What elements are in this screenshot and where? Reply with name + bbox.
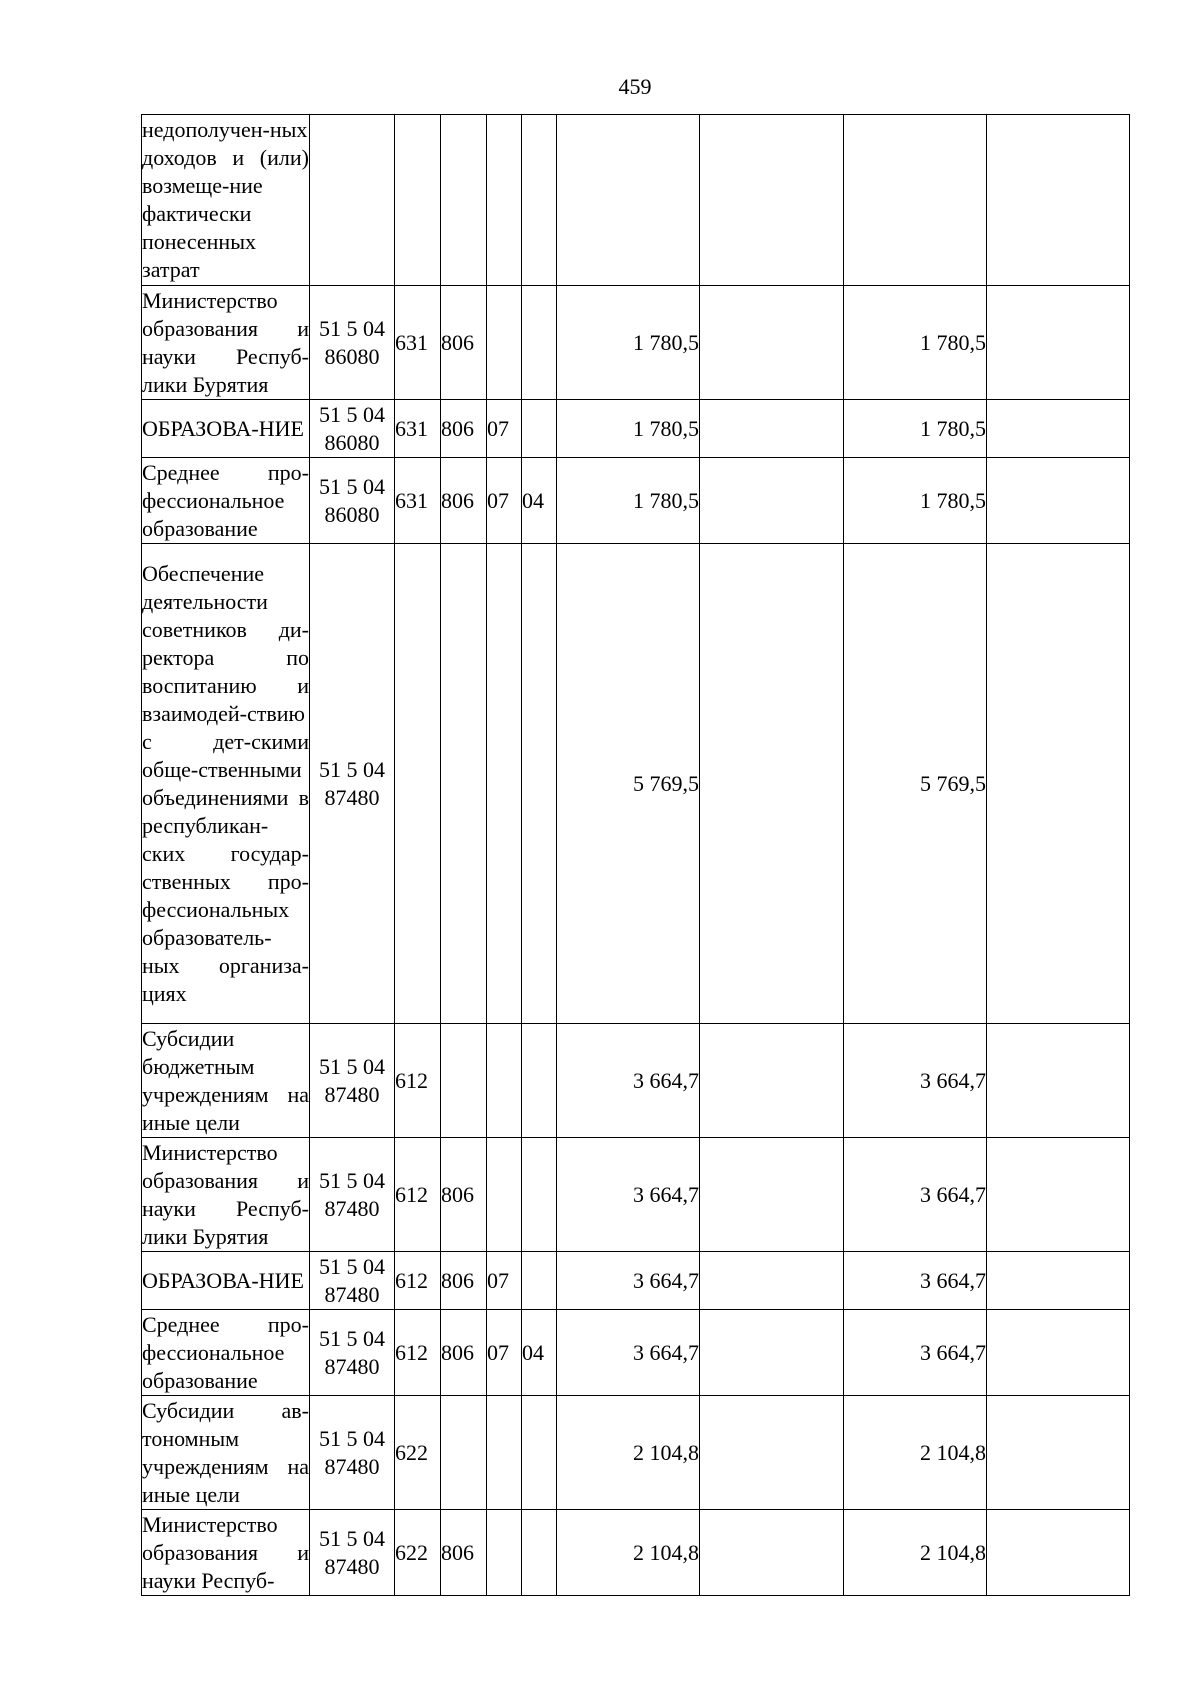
target-article-cell: 51 5 04 86080 (310, 458, 395, 544)
table-row (142, 1396, 1130, 1510)
table-row (142, 115, 1130, 286)
amount-cell: 5 769,5 (844, 544, 987, 1024)
amount-cell: 3 664,7 (844, 1024, 987, 1138)
target-article-cell: 51 5 04 86080 (310, 286, 395, 400)
subsection-cell (522, 286, 557, 400)
amount-cell (700, 400, 844, 458)
amount-cell (987, 1024, 1130, 1138)
table-row (142, 400, 1130, 458)
amount-cell (987, 286, 1130, 400)
expense-type-cell: 612 (395, 1310, 441, 1396)
section-cell: 07 (487, 458, 522, 544)
amount-cell (844, 115, 987, 286)
ministry-code-cell (441, 544, 487, 1024)
target-article-cell: 51 5 04 86080 (310, 400, 395, 458)
amount-cell: 1 780,5 (557, 400, 700, 458)
expense-type-cell: 612 (395, 1024, 441, 1138)
expense-type-cell (395, 544, 441, 1024)
subsection-cell (522, 1396, 557, 1510)
section-cell: 07 (487, 1310, 522, 1396)
target-article-cell: 51 5 04 87480 (310, 1138, 395, 1252)
section-cell (487, 115, 522, 286)
amount-cell: 1 780,5 (844, 286, 987, 400)
ministry-code-cell: 806 (441, 1310, 487, 1396)
subsection-cell (522, 400, 557, 458)
section-cell: 07 (487, 1252, 522, 1310)
amount-cell (987, 544, 1130, 1024)
table-row (142, 286, 1130, 400)
item-name-cell: ОБРАЗОВА-НИЕ (142, 400, 310, 458)
amount-cell (700, 544, 844, 1024)
amount-cell (700, 1252, 844, 1310)
amount-cell (987, 1138, 1130, 1252)
amount-cell: 2 104,8 (844, 1396, 987, 1510)
section-cell (487, 1024, 522, 1138)
target-article-cell: 51 5 04 87480 (310, 1310, 395, 1396)
subsection-cell (522, 1510, 557, 1596)
ministry-code-cell (441, 115, 487, 286)
subsection-cell: 04 (522, 458, 557, 544)
amount-cell (700, 1310, 844, 1396)
section-cell (487, 1396, 522, 1510)
section-cell: 07 (487, 400, 522, 458)
amount-cell: 3 664,7 (557, 1310, 700, 1396)
expense-type-cell (395, 115, 441, 286)
amount-cell: 3 664,7 (557, 1138, 700, 1252)
item-name-cell: Среднее про-фессиональное образование (142, 1310, 310, 1396)
target-article-cell (310, 115, 395, 286)
ministry-code-cell (441, 1024, 487, 1138)
table-row (142, 1138, 1130, 1252)
section-cell (487, 286, 522, 400)
amount-cell: 3 664,7 (557, 1024, 700, 1138)
amount-cell (987, 1252, 1130, 1310)
page-number: 459 (618, 74, 652, 99)
subsection-cell: 04 (522, 1310, 557, 1396)
item-name-cell: Министерство образования и науки Респуб-лики Бурятия (142, 286, 310, 400)
expense-type-cell: 631 (395, 400, 441, 458)
ministry-code-cell: 806 (441, 1138, 487, 1252)
section-cell (487, 1510, 522, 1596)
amount-cell: 1 780,5 (844, 400, 987, 458)
item-name-cell: Обеспечение деятельности советников ди-ректора по воспитанию и взаимодей-ствию с дет-скими обще-ственными объединениями в республикан-ских государ-ственных про-фессиональных образователь-ных организа-циях (142, 544, 310, 1024)
subsection-cell (522, 1138, 557, 1252)
amount-cell (700, 1396, 844, 1510)
table-row (142, 458, 1130, 544)
subsection-cell (522, 115, 557, 286)
amount-cell (987, 1396, 1130, 1510)
expense-type-cell: 631 (395, 458, 441, 544)
amount-cell (700, 1510, 844, 1596)
amount-cell: 2 104,8 (844, 1510, 987, 1596)
ministry-code-cell (441, 1396, 487, 1510)
amount-cell (700, 1024, 844, 1138)
table-row (142, 1510, 1130, 1596)
table-row (142, 544, 1130, 1024)
expense-type-cell: 631 (395, 286, 441, 400)
ministry-code-cell: 806 (441, 458, 487, 544)
amount-cell: 1 780,5 (844, 458, 987, 544)
target-article-cell: 51 5 04 87480 (310, 1252, 395, 1310)
expense-type-cell: 612 (395, 1138, 441, 1252)
target-article-cell: 51 5 04 87480 (310, 1396, 395, 1510)
ministry-code-cell: 806 (441, 1252, 487, 1310)
target-article-cell: 51 5 04 87480 (310, 1024, 395, 1138)
ministry-code-cell: 806 (441, 400, 487, 458)
expense-type-cell: 612 (395, 1252, 441, 1310)
amount-cell: 3 664,7 (844, 1138, 987, 1252)
amount-cell: 3 664,7 (844, 1310, 987, 1396)
amount-cell (987, 1510, 1130, 1596)
subsection-cell (522, 544, 557, 1024)
amount-cell (987, 400, 1130, 458)
amount-cell (700, 115, 844, 286)
ministry-code-cell: 806 (441, 1510, 487, 1596)
amount-cell (987, 1310, 1130, 1396)
table-row (142, 1252, 1130, 1310)
item-name-cell: недополучен-ных доходов и (или) возмеще-ние фактически понесенных затрат (142, 115, 310, 286)
amount-cell (700, 286, 844, 400)
target-article-cell: 51 5 04 87480 (310, 1510, 395, 1596)
item-name-cell: Среднее про-фессиональное образование (142, 458, 310, 544)
item-name-cell: Министерство образования и науки Респуб- (142, 1510, 310, 1596)
item-name-cell: ОБРАЗОВА-НИЕ (142, 1252, 310, 1310)
item-name-cell: Субсидии бюджетным учреждениям на иные цели (142, 1024, 310, 1138)
amount-cell: 5 769,5 (557, 544, 700, 1024)
amount-cell (987, 115, 1130, 286)
subsection-cell (522, 1024, 557, 1138)
amount-cell: 2 104,8 (557, 1396, 700, 1510)
table-row (142, 1310, 1130, 1396)
amount-cell (700, 1138, 844, 1252)
item-name-cell: Министерство образования и науки Респуб-лики Бурятия (142, 1138, 310, 1252)
target-article-cell: 51 5 04 87480 (310, 544, 395, 1024)
amount-cell (700, 458, 844, 544)
expense-type-cell: 622 (395, 1510, 441, 1596)
table-row (142, 1024, 1130, 1138)
amount-cell (987, 458, 1130, 544)
amount-cell: 3 664,7 (844, 1252, 987, 1310)
amount-cell: 1 780,5 (557, 286, 700, 400)
amount-cell: 1 780,5 (557, 458, 700, 544)
item-name-cell: Субсидии ав-тономным учреждениям на иные цели (142, 1396, 310, 1510)
table-body (142, 115, 1130, 1596)
ministry-code-cell: 806 (441, 286, 487, 400)
section-cell (487, 1138, 522, 1252)
amount-cell: 3 664,7 (557, 1252, 700, 1310)
subsection-cell (522, 1252, 557, 1310)
amount-cell (557, 115, 700, 286)
expense-type-cell: 622 (395, 1396, 441, 1510)
amount-cell: 2 104,8 (557, 1510, 700, 1596)
budget-table (141, 114, 1130, 1596)
section-cell (487, 544, 522, 1024)
